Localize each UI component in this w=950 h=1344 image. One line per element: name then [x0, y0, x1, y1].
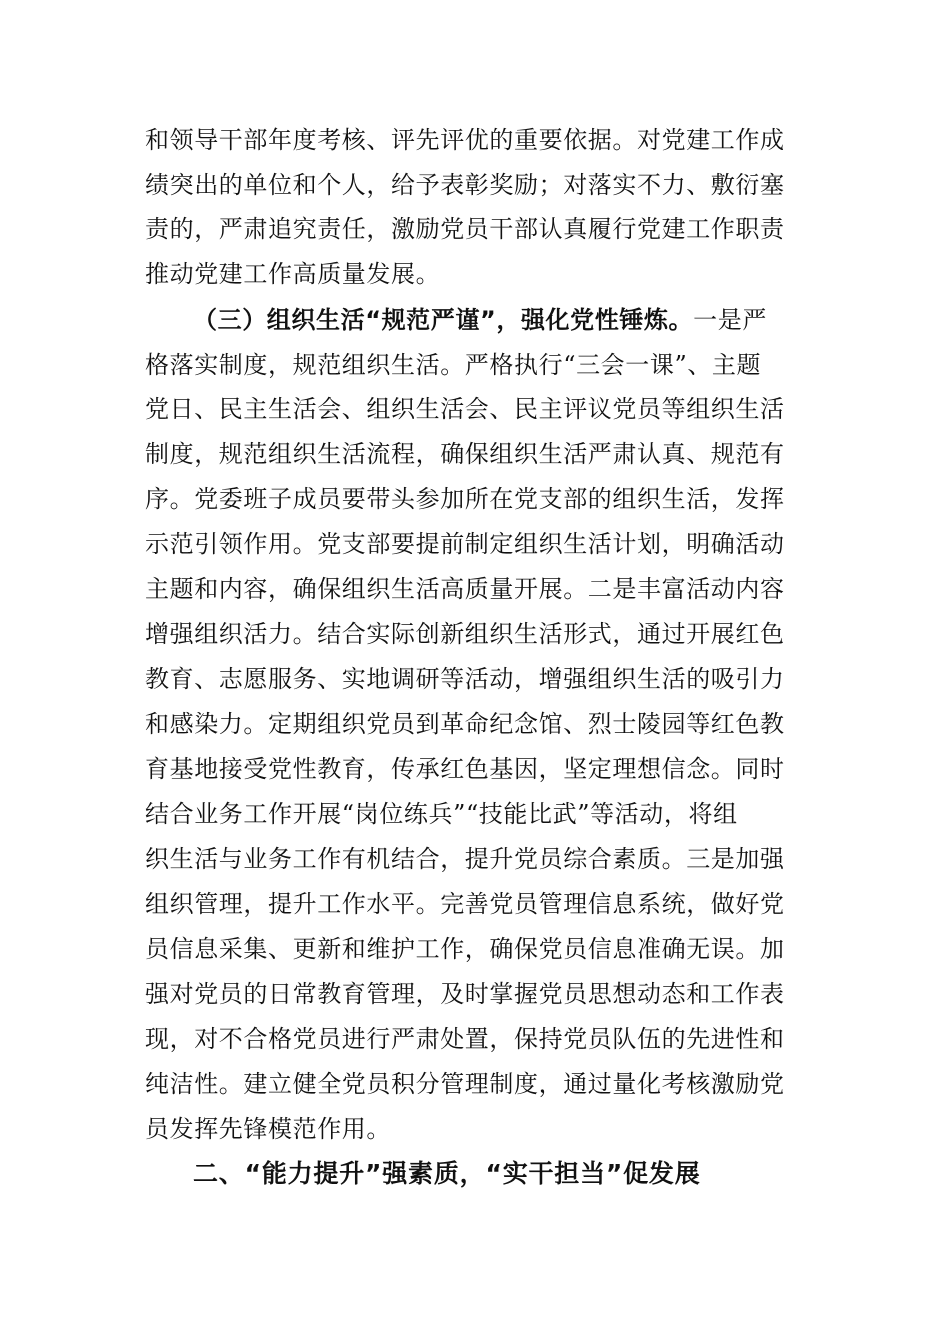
subsection-first-line-text: 一是严	[693, 306, 767, 334]
text-line: 党日、民主生活会、组织生活会、民主评议党员等组织生活	[145, 395, 785, 423]
text-line: 组织管理，提升工作水平。完善党员管理信息系统，做好党	[145, 890, 785, 918]
text-line: 增强组织活力。结合实际创新组织生活形式，通过开展红色	[145, 620, 785, 648]
text-line: 和感染力。定期组织党员到革命纪念馆、烈士陵园等红色教	[145, 710, 785, 738]
text-line: 育基地接受党性教育，传承红色基因，坚定理想信念。同时	[145, 755, 785, 783]
text-line: 制度，规范组织生活流程，确保组织生活严肃认真、规范有	[145, 440, 785, 468]
text-line: 示范引领作用。党支部要提前制定组织生活计划，明确活动	[145, 530, 785, 558]
subsection-first-line	[193, 305, 767, 335]
text-line: 现，对不合格党员进行严肃处置，保持党员队伍的先进性和	[145, 1025, 785, 1053]
text-line: 纯洁性。建立健全党员积分管理制度，通过量化考核激励党	[145, 1070, 785, 1098]
text-line: 序。党委班子成员要带头参加所在党支部的组织生活，发挥	[145, 485, 785, 513]
text-line: 推动党建工作高质量发展。	[145, 260, 441, 288]
text-line: 教育、志愿服务、实地调研等活动，增强组织生活的吸引力	[145, 665, 785, 693]
text-line: 和领导干部年度考核、评先评优的重要依据。对党建工作成	[145, 126, 785, 154]
text-line: 强对党员的日常教育管理，及时掌握党员思想动态和工作表	[145, 980, 785, 1008]
text-line: 格落实制度，规范组织生活。严格执行“三会一课”、主题	[145, 351, 762, 379]
text-line: 结合业务工作开展“岗位练兵”“技能比武”等活动，将组	[145, 800, 738, 828]
text-line: 绩突出的单位和个人，给予表彰奖励；对落实不力、敷衍塞	[145, 171, 785, 199]
text-line: 员信息采集、更新和维护工作，确保党员信息准确无误。加	[145, 935, 785, 963]
subsection-heading: （三）组织生活“规范严谨”，强化党性锤炼。	[193, 306, 694, 334]
text-line: 织生活与业务工作有机结合，提升党员综合素质。三是加强	[145, 845, 785, 873]
section-heading: 二、“能力提升”强素质，“实干担当”促发展	[193, 1159, 701, 1188]
text-line: 主题和内容，确保组织生活高质量开展。二是丰富活动内容	[145, 575, 785, 603]
text-line: 员发挥先锋模范作用。	[145, 1115, 391, 1143]
text-line: 责的，严肃追究责任，激励党员干部认真履行党建工作职责	[145, 215, 785, 243]
